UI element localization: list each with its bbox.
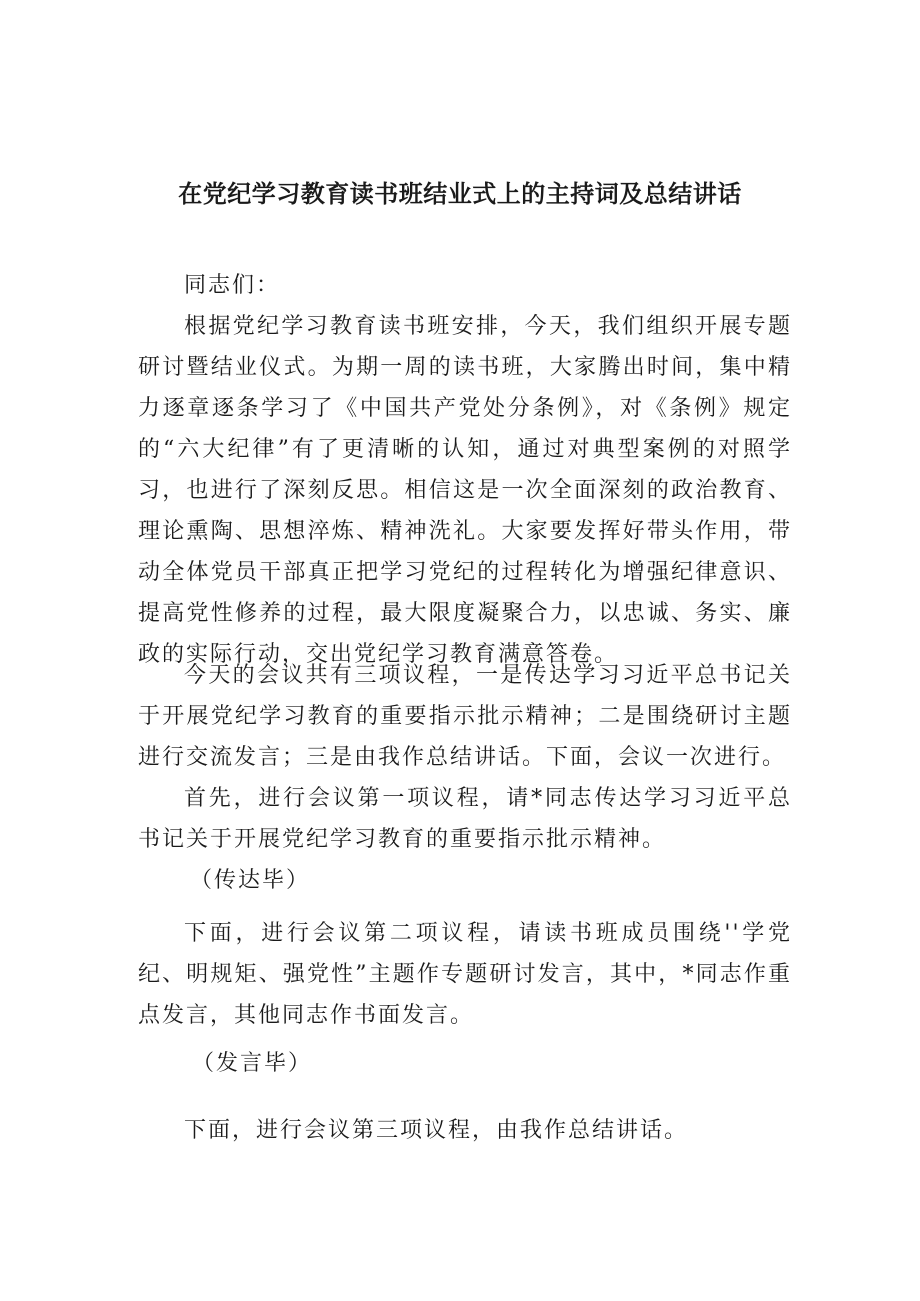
paragraph-item-three: 下面，进行会议第三项议程，由我作总结讲话。 <box>184 1118 689 1143</box>
paragraph-agenda: 今天的会议共有三项议程，一是传达学习习近平总书记关于开展党纪学习教育的重要指示批示精神；二是围绕研讨主题进行交流发言；三是由我作总结讲话。下面，会议一次进行。 <box>138 663 792 770</box>
paragraph-intro: 根据党纪学习教育读书班安排，今天，我们组织开展专题研讨暨结业仪式。为期一周的读书班，大家腾出时间，集中精力逐章逐条学习了《中国共产党处分条例》，对《条例》规定的“六大纪律”有了更清晰的认知，通过对典型案例的对照学习，也进行了深刻反思。相信这是一次全面深刻的政治教育、理论熏陶、思想淬炼、精神洗礼。大家要发挥好带头作用，带动全体党员干部真正把学习党纪的过程转化为增强纪律意识、提高党性修养的过程，最大限度凝聚合力，以忠诚、务实、廉政的实际行动，交出党纪学习教育满意答卷。 <box>138 314 792 667</box>
salutation: 同志们： <box>184 273 281 298</box>
note-relay-done: （传达毕） <box>190 868 311 893</box>
paragraph-item-one: 首先，进行会议第一项议程，请*同志传达学习习近平总书记关于开展党纪学习教育的重要指示批示精神。 <box>138 786 792 852</box>
document-title: 在党纪学习教育读书班结业式上的主持词及总结讲话 <box>178 180 742 208</box>
note-speech-done: （发言毕） <box>192 1051 313 1076</box>
paragraph-item-two: 下面，进行会议第二项议程，请读书班成员围绕''学党纪、明规矩、强党性”主题作专题研讨发言，其中，*同志作重点发言，其他同志作书面发言。 <box>138 921 792 1028</box>
